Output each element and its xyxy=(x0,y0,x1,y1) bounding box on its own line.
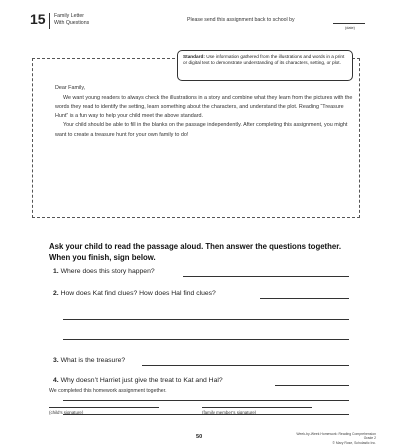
child-signature-field[interactable] xyxy=(49,407,159,408)
standard-text: Use information gathered from the illustrations and words in a print or digital text to demonstrate understanding of its characters, setting, or plot. xyxy=(183,54,345,65)
answer-line-q2-a[interactable] xyxy=(260,298,349,299)
standard-label: Standard: xyxy=(183,54,205,59)
family-signature-field[interactable] xyxy=(202,407,312,408)
question-4 xyxy=(53,377,223,384)
question-4-number: 4. xyxy=(53,377,59,384)
letter-paragraph-1: We want young readers to always check the illustrations in a story and combine what they learn from the pictures with the words they read to identify the setting, learn something about the characters, and understand the plot. Reading “Treasure Hunt” is a fun way to help your child meet the above standard. xyxy=(55,94,353,120)
homework-instructions: Ask your child to read the passage aloud. Then answer the questions together. When you finish, sign below. xyxy=(49,242,342,262)
credit-line xyxy=(296,432,376,445)
question-1-text: Where does this story happen? xyxy=(60,268,155,275)
answer-line-q1[interactable] xyxy=(183,276,349,277)
standard-box xyxy=(177,50,353,81)
question-3-number: 3. xyxy=(53,357,59,364)
answer-line-q4-a[interactable] xyxy=(275,385,349,386)
send-back-instruction: Please send this assignment back to school by xyxy=(187,17,295,23)
answer-line-q2-c[interactable] xyxy=(63,339,349,340)
send-back-date-label: (date) xyxy=(345,26,355,30)
credit-line-2: © Mary Rose, Scholastic Inc. xyxy=(332,440,376,445)
lesson-title: Family Letter With Questions xyxy=(54,13,90,26)
completed-note: We completed this homework assignment together. xyxy=(49,388,167,394)
page-header xyxy=(30,11,370,35)
lesson-number: 15 xyxy=(30,11,46,27)
letter-paragraph-2: Your child should be able to fill in the blanks on the passage independently. After completing this assignment, you might want to create a treasure hunt for your own family to do! xyxy=(55,122,348,138)
answer-line-q2-b[interactable] xyxy=(63,319,349,320)
question-1 xyxy=(53,268,155,275)
letter-salutation: Dear Family, xyxy=(55,85,86,91)
page-number: 50 xyxy=(196,434,203,440)
question-2-text: How does Kat find clues? How does Hal find clues? xyxy=(60,290,216,297)
question-3 xyxy=(53,357,125,364)
family-signature-label: (family member’s signature) xyxy=(202,410,257,415)
question-3-text: What is the treasure? xyxy=(60,357,126,364)
credit-line-1: Week-by-Week Homework: Reading Comprehension Grade 2 xyxy=(296,432,376,441)
child-signature-label: (child’s signature) xyxy=(49,410,84,415)
answer-line-q4-b[interactable] xyxy=(63,400,349,401)
question-2-number: 2. xyxy=(53,290,59,297)
send-back-date-field[interactable] xyxy=(333,23,365,24)
question-2 xyxy=(53,290,216,297)
family-letter xyxy=(55,84,355,140)
question-4-text: Why doesn’t Harriet just give the treat to Kat and Hal? xyxy=(60,377,223,384)
question-1-number: 1. xyxy=(53,268,59,275)
answer-line-q3[interactable] xyxy=(142,365,349,366)
header-divider xyxy=(49,13,50,29)
